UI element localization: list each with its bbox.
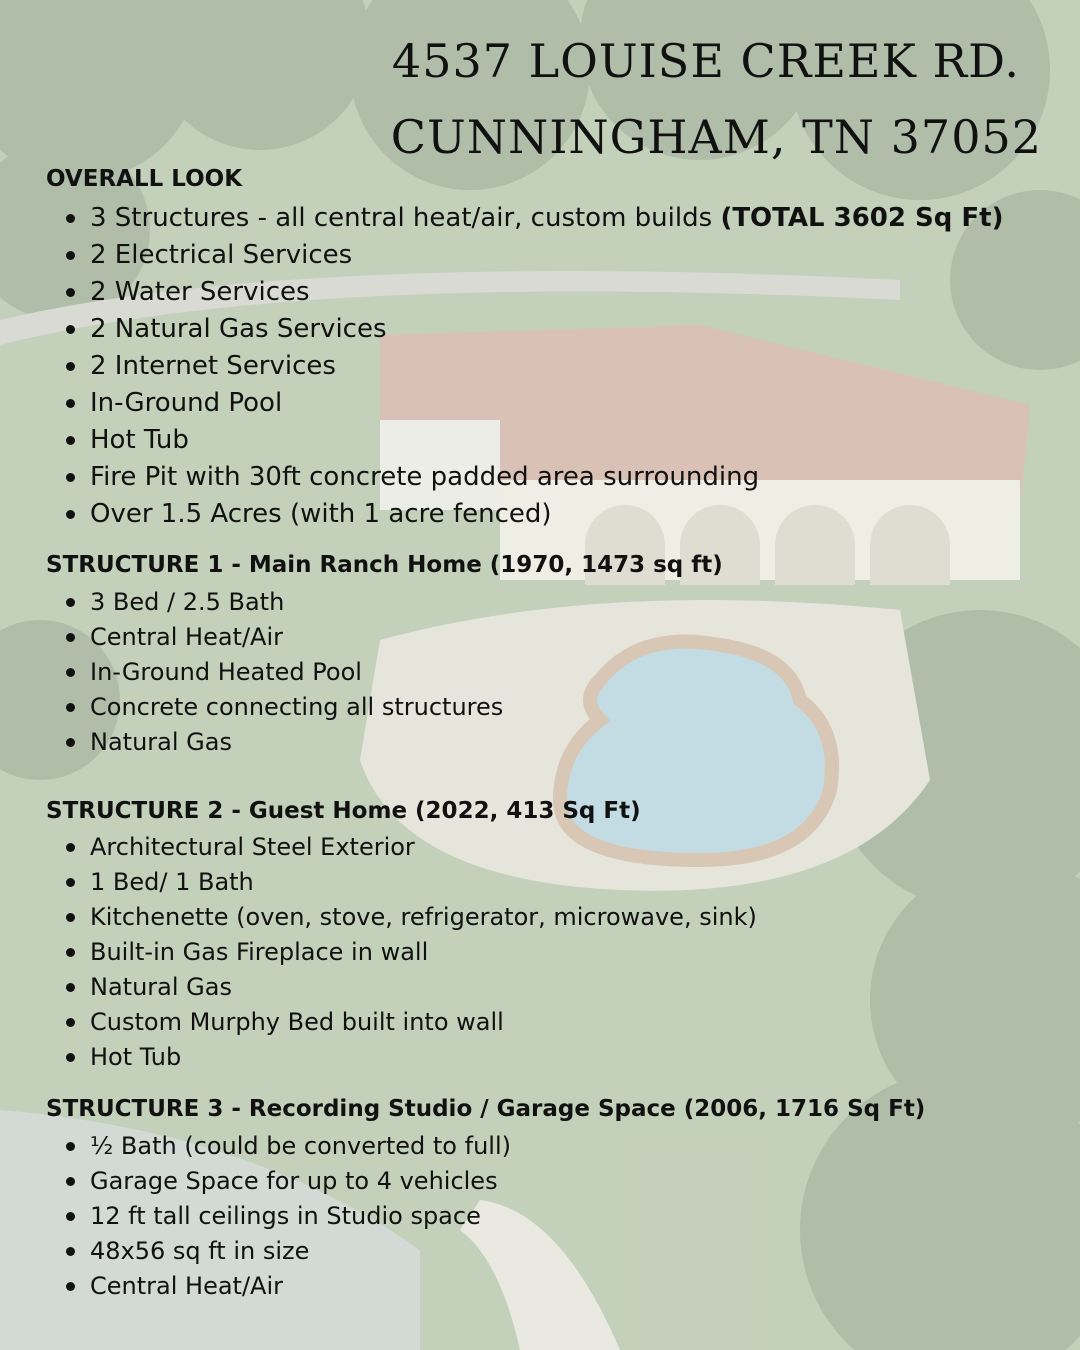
list-item: Central Heat/Air [62, 620, 503, 655]
address-line-1: 4537 LOUISE CREEK RD. [391, 34, 1020, 88]
list-item: 48x56 sq ft in size [62, 1234, 511, 1269]
total-sqft-emphasis: (TOTAL 3602 Sq Ft) [720, 203, 1004, 233]
address-line-2: CUNNINGHAM, TN 37052 [390, 110, 1042, 164]
list-item: In-Ground Heated Pool [62, 655, 503, 690]
list-item: 3 Bed / 2.5 Bath [62, 585, 503, 620]
list-item: Central Heat/Air [62, 1269, 511, 1304]
overall-look-list [62, 200, 1004, 533]
list-item: 2 Water Services [62, 274, 1004, 311]
list-item: 12 ft tall ceilings in Studio space [62, 1199, 511, 1234]
list-item: Garage Space for up to 4 vehicles [62, 1164, 511, 1199]
list-item: Over 1.5 Acres (with 1 acre fenced) [62, 496, 1004, 533]
list-item: Built-in Gas Fireplace in wall [62, 935, 757, 970]
list-item: Concrete connecting all structures [62, 690, 503, 725]
overall-look-heading: OVERALL LOOK [46, 166, 243, 192]
list-item: Kitchenette (oven, stove, refrigerator, microwave, sink) [62, 900, 757, 935]
list-item: 2 Internet Services [62, 348, 1004, 385]
list-item: 1 Bed/ 1 Bath [62, 865, 757, 900]
list-item: 2 Natural Gas Services [62, 311, 1004, 348]
list-item: Hot Tub [62, 422, 1004, 459]
structure-3-heading: STRUCTURE 3 - Recording Studio / Garage Space (2006, 1716 Sq Ft) [46, 1096, 926, 1122]
list-item: Architectural Steel Exterior [62, 830, 757, 865]
list-item: In-Ground Pool [62, 385, 1004, 422]
list-item: 2 Electrical Services [62, 237, 1004, 274]
structure-2-list [62, 830, 757, 1075]
list-item: Hot Tub [62, 1040, 757, 1075]
list-item: Natural Gas [62, 970, 757, 1005]
list-item: Natural Gas [62, 725, 503, 760]
structure-1-heading: STRUCTURE 1 - Main Ranch Home (1970, 1473 sq ft) [46, 552, 723, 578]
structure-2-heading: STRUCTURE 2 - Guest Home (2022, 413 Sq Ft) [46, 798, 641, 824]
list-item: Fire Pit with 30ft concrete padded area surrounding [62, 459, 1004, 496]
structure-3-list [62, 1129, 511, 1304]
list-item: Custom Murphy Bed built into wall [62, 1005, 757, 1040]
structure-1-list [62, 585, 503, 760]
list-item: 3 Structures - all central heat/air, custom builds (TOTAL 3602 Sq Ft) [62, 200, 1004, 237]
list-item: ½ Bath (could be converted to full) [62, 1129, 511, 1164]
